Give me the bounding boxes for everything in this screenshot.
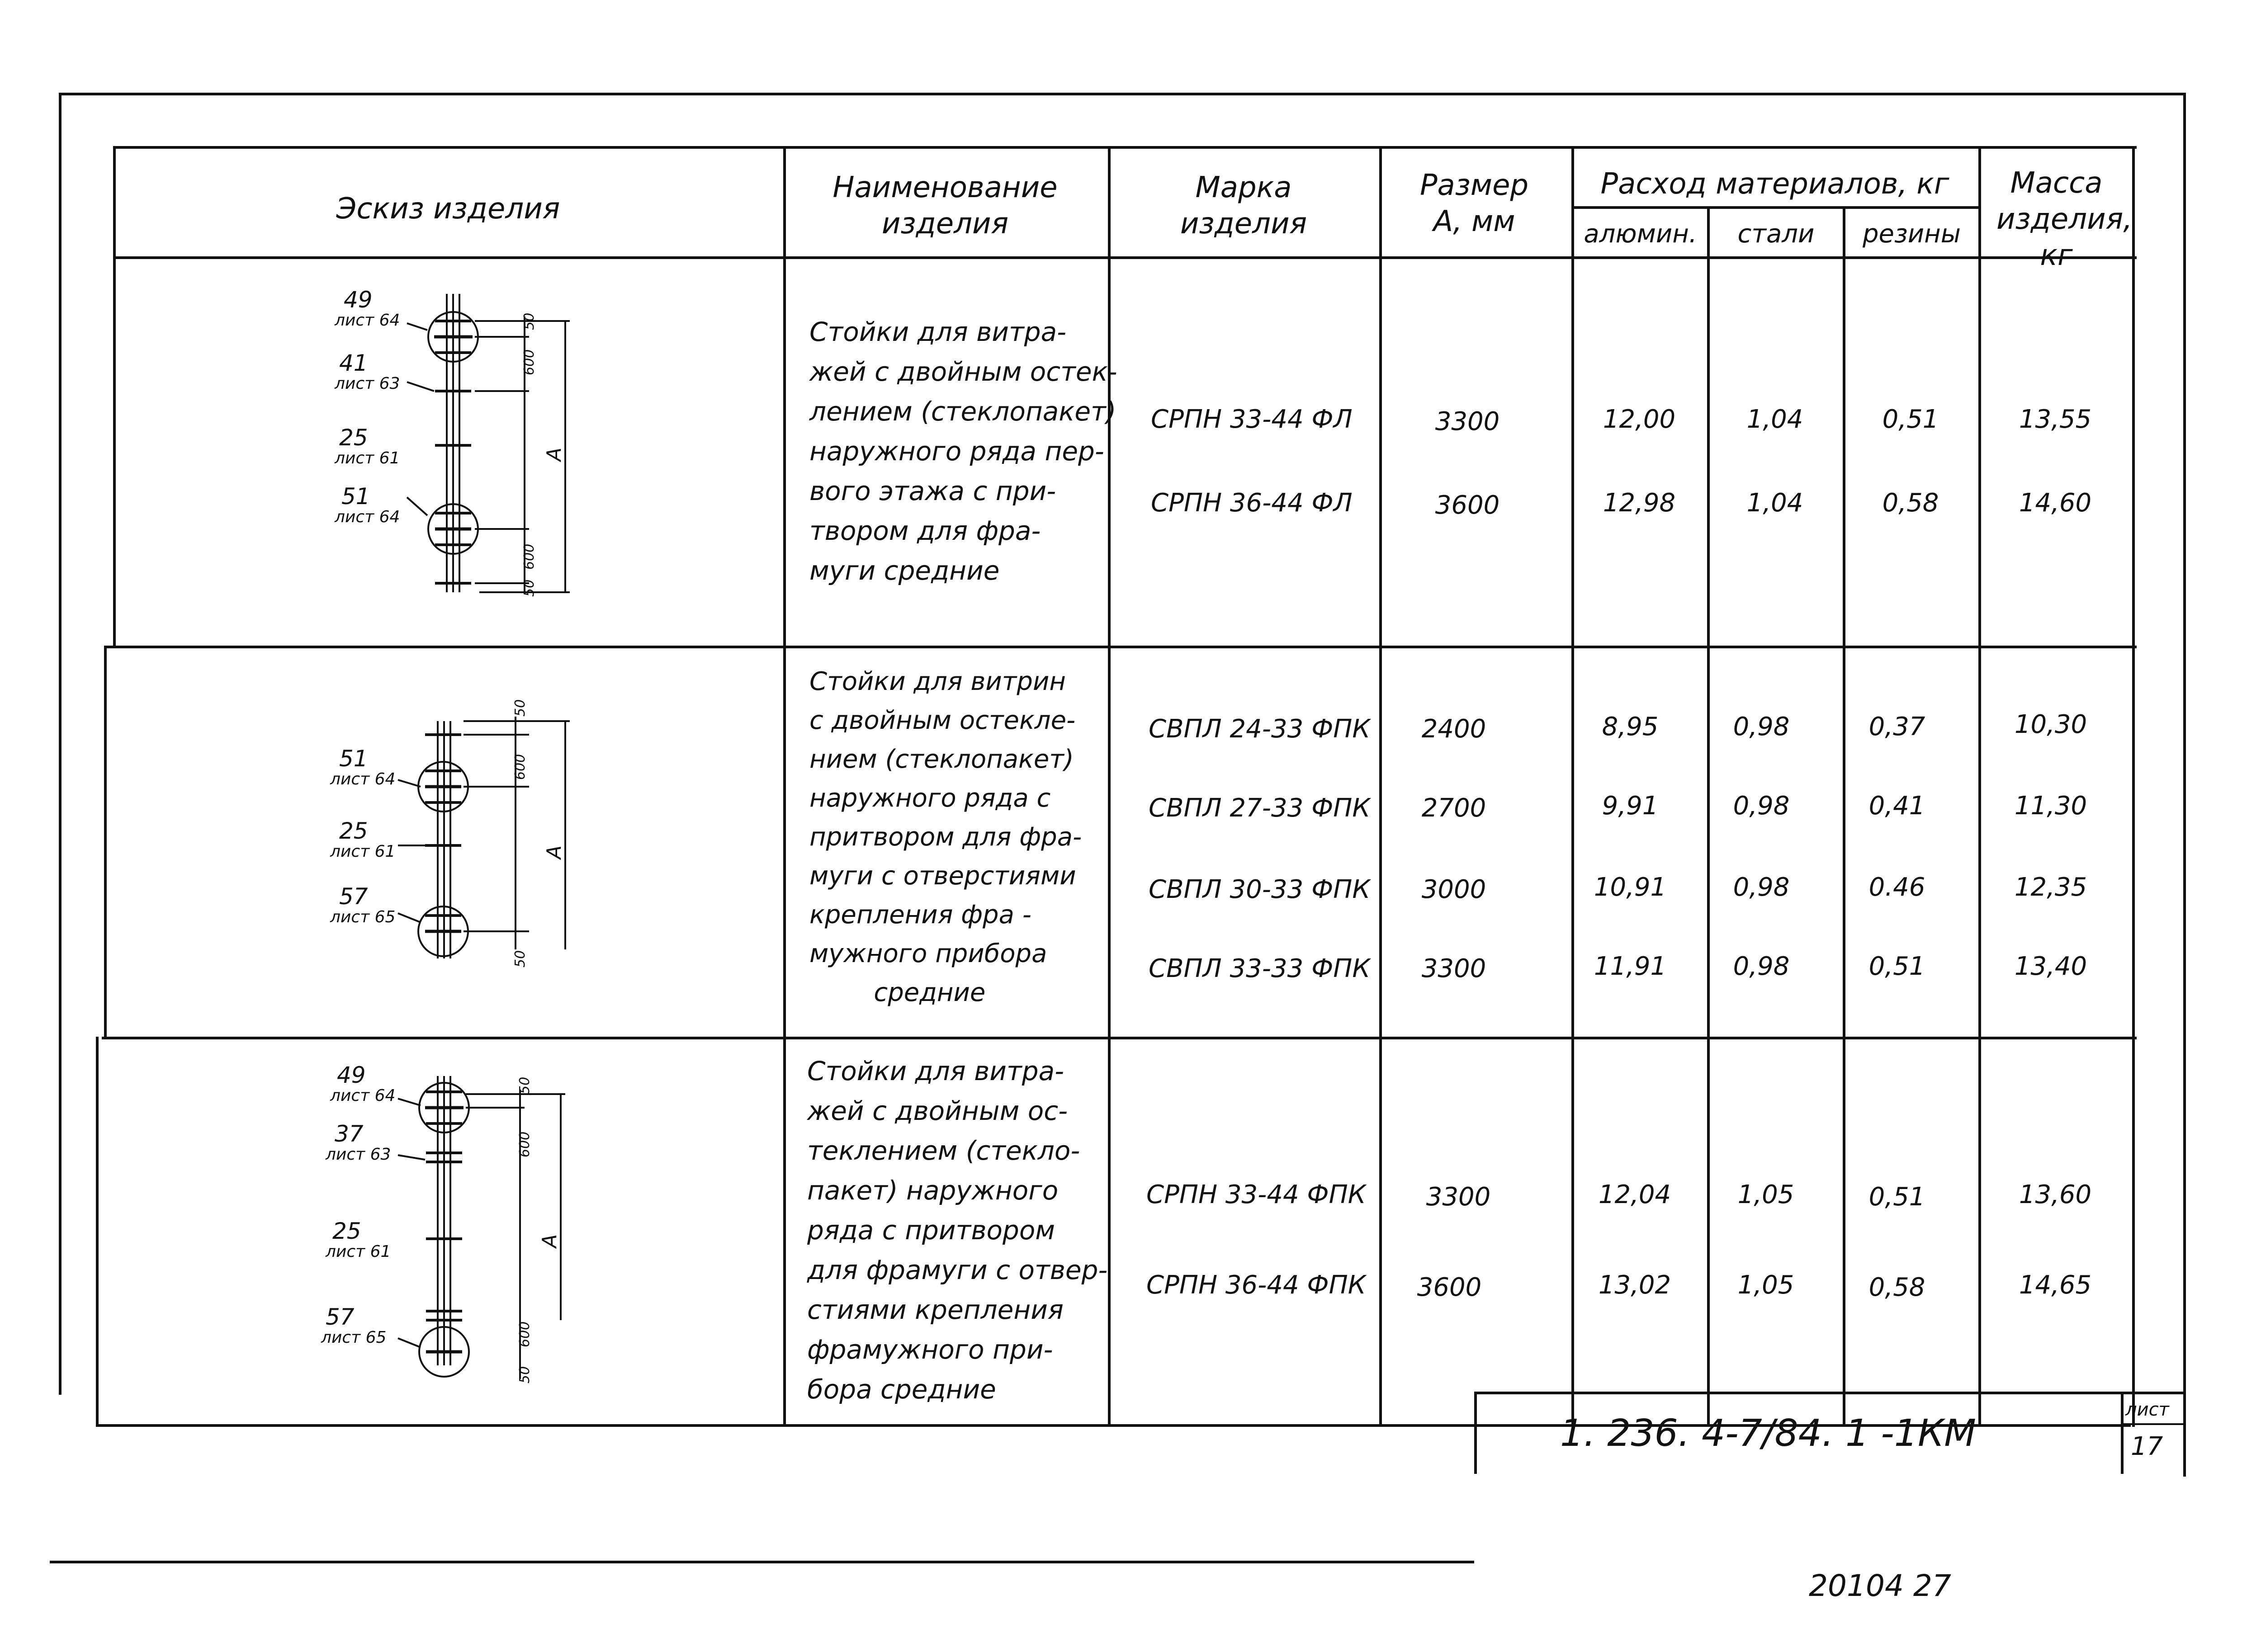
s3-dim-5: 50 (517, 1366, 533, 1383)
s1-label-3-sheet: лист 61 (335, 449, 400, 467)
s3-dim-3: А (538, 1234, 561, 1248)
row2-mark-3: СВПЛ 30-33 ФПК (1149, 875, 1371, 904)
sketch-row1 (317, 280, 633, 606)
row2-rubber-3: 0.46 (1868, 873, 1925, 902)
s1-label-2-sheet: лист 63 (335, 374, 400, 393)
row2-size-1: 2400 (1421, 714, 1486, 744)
row1-steel-1: 1,04 (1746, 405, 1803, 434)
row2-alum-2: 9,91 (1602, 791, 1659, 821)
row1-mark-1: СРПН 33-44 ФЛ (1151, 405, 1353, 434)
row2-steel-4: 0,98 (1733, 952, 1790, 981)
row2-mark-2: СВПЛ 27-33 ФПК (1149, 793, 1371, 823)
s1-dim-1: 50 (521, 312, 537, 330)
s3-dim-1: 50 (517, 1076, 533, 1094)
titleblock-left-line (1474, 1392, 1477, 1474)
row2-name: Стойки для витрин с двойным остекле- нием (стеклопакет) наружного ряда с притвором для фра- муги с отверстиями крепления фра - мужного прибора средние (809, 667, 1082, 1007)
header-materials: Расход материалов, кг (1600, 167, 1949, 201)
titleblock-sheet-divider (2121, 1423, 2183, 1425)
row3-rubber-1: 0,51 (1868, 1182, 1925, 1212)
row2-rubber-1: 0,37 (1868, 712, 1925, 741)
row2-size-2: 2700 (1421, 793, 1486, 823)
row1-rubber-1: 0,51 (1882, 405, 1939, 434)
row1-size-2: 3600 (1435, 491, 1500, 520)
row3-name: Стойки для витра- жей с двойным ос- теклением (стекло- пакет) наружного ряда с притвором для фрамуги с отвер- стиями крепления фрамужного при- бора средние (807, 1056, 1108, 1405)
s3-label-2-sheet: лист 63 (326, 1145, 391, 1164)
s3-label-1-sheet: лист 64 (330, 1086, 396, 1105)
s2-label-2-num: 25 (339, 818, 368, 844)
row2-size-3: 3000 (1421, 875, 1486, 904)
row3-mass-1: 13,60 (2019, 1180, 2092, 1209)
s2-dim-2: 600 (512, 754, 528, 780)
row3-mark-1: СРПН 33-44 ФПК (1146, 1180, 1366, 1209)
col-size-line (1379, 146, 1382, 1427)
row2-steel-3: 0,98 (1733, 873, 1790, 902)
row1-alum-2: 12,98 (1603, 488, 1676, 518)
row2-rubber-4: 0,51 (1868, 952, 1925, 981)
row2-mass-3: 12,35 (2014, 873, 2087, 902)
table-right-line (2132, 146, 2135, 1427)
header-bottom-line (113, 256, 2137, 259)
header-steel: стали (1737, 219, 1815, 249)
s2-dim-1: 50 (512, 699, 528, 717)
s2-label-3-num: 57 (339, 883, 368, 910)
row3-mark-2: СРПН 36-44 ФПК (1146, 1270, 1366, 1300)
row2-alum-1: 8,95 (1602, 712, 1659, 741)
bottom-line (50, 1561, 1474, 1563)
s3-label-2-num: 37 (335, 1121, 364, 1147)
materials-sub-line (1571, 206, 1978, 209)
titleblock-sheet-label: лист (2125, 1399, 2169, 1420)
row3-size-1: 3300 (1426, 1182, 1491, 1212)
s3-label-3-num: 25 (332, 1218, 361, 1244)
header-name-text: Наименование изделия (833, 171, 1058, 241)
s2-dim-3: А (543, 845, 566, 859)
header-mass (1983, 165, 2133, 274)
header-mark-text: Марка изделия (1180, 171, 1307, 241)
row3-alum-2: 13,02 (1598, 1270, 1671, 1300)
s2-label-1-sheet: лист 64 (330, 770, 396, 788)
s1-dim-2: 600 (521, 349, 537, 375)
row1-alum-1: 12,00 (1603, 405, 1676, 434)
row2-alum-3: 10,91 (1594, 873, 1667, 902)
titleblock-sheet-number: 17 (2131, 1432, 2163, 1461)
col-mass-line (1978, 146, 1981, 1427)
row2-steel-1: 0,98 (1733, 712, 1790, 741)
row2-mass-1: 10,30 (2014, 710, 2087, 739)
s1-dim-5: 50 (521, 579, 537, 597)
s3-label-3-sheet: лист 61 (326, 1242, 391, 1261)
s3-dim-4: 600 (517, 1321, 533, 1347)
sketch-row2 (317, 678, 633, 1004)
header-size (1384, 167, 1565, 240)
row2-rubber-2: 0,41 (1868, 791, 1925, 821)
table-left-line-3 (96, 1037, 99, 1427)
row3-steel-1: 1,05 (1737, 1180, 1794, 1209)
row1-mark-2: СРПН 36-44 ФЛ (1151, 488, 1353, 518)
s1-label-1-num: 49 (344, 287, 373, 313)
row2-alum-4: 11,91 (1594, 952, 1667, 981)
row2-mass-2: 11,30 (2014, 791, 2087, 821)
footer-number: 20104 27 (1809, 1568, 1951, 1603)
row3-rubber-2: 0,58 (1868, 1273, 1925, 1302)
s2-label-3-sheet: лист 65 (330, 908, 396, 926)
s1-label-3-num: 25 (339, 425, 368, 451)
header-alum: алюмин. (1584, 219, 1697, 249)
header-rubber: резины (1863, 219, 1961, 249)
header-mark (1112, 170, 1375, 242)
table-left-line-2 (104, 646, 107, 1037)
s1-label-1-sheet: лист 64 (335, 311, 400, 330)
col-name-line (783, 146, 786, 1427)
s1-label-4-sheet: лист 64 (335, 508, 400, 526)
row2-mark-1: СВПЛ 24-33 ФПК (1149, 714, 1371, 744)
s1-dim-4: 600 (521, 543, 537, 570)
row1-size-1: 3300 (1435, 407, 1500, 436)
row1-bottom-line (104, 646, 2137, 648)
row2-steel-2: 0,98 (1733, 791, 1790, 821)
header-mass-text: Масса изделия, кг (1996, 166, 2133, 272)
header-size-text: Размер А, мм (1419, 169, 1529, 238)
s1-label-2-num: 41 (339, 350, 368, 376)
row3-mass-2: 14,65 (2019, 1270, 2092, 1300)
s2-dim-4: 50 (512, 950, 528, 968)
s3-label-4-num: 57 (326, 1304, 355, 1330)
row1-mass-2: 14,60 (2019, 488, 2092, 518)
row1-mass-1: 13,55 (2019, 405, 2092, 434)
row2-mass-4: 13,40 (2014, 952, 2087, 981)
header-name (787, 170, 1103, 242)
table-top-line (113, 146, 2137, 149)
sketch-row3 (312, 1049, 629, 1392)
header-sketch: Эскиз изделия (336, 192, 560, 226)
titleblock-sheet-line (2121, 1392, 2124, 1474)
row1-rubber-2: 0,58 (1882, 488, 1939, 518)
row1-steel-2: 1,04 (1746, 488, 1803, 518)
col-alum-line (1571, 146, 1574, 1427)
s3-label-1-num: 49 (337, 1062, 366, 1088)
row2-bottom-line (102, 1037, 2137, 1039)
s2-label-2-sheet: лист 61 (330, 842, 396, 861)
row3-size-2: 3600 (1417, 1273, 1482, 1302)
row3-alum-1: 12,04 (1598, 1180, 1671, 1209)
s1-label-4-num: 51 (341, 483, 370, 510)
row2-size-4: 3300 (1421, 954, 1486, 983)
s3-label-4-sheet: лист 65 (321, 1328, 387, 1347)
row3-steel-2: 1,05 (1737, 1270, 1794, 1300)
frame-left-line (59, 93, 61, 1395)
row2-mark-4: СВПЛ 33-33 ФПК (1149, 954, 1371, 983)
titleblock-code: 1. 236. 4-7/84. 1 -1КМ (1560, 1412, 1976, 1455)
s1-dim-3: А (543, 447, 566, 461)
titleblock-top-line (1474, 1392, 2183, 1394)
s2-label-1-num: 51 (339, 746, 368, 772)
row1-name: Стойки для витра- жей с двойным остек- лением (стеклопакет) наружного ряда пер- вого этажа с при- твором для фра- муги средние (809, 316, 1117, 586)
s3-dim-2: 600 (517, 1131, 533, 1157)
